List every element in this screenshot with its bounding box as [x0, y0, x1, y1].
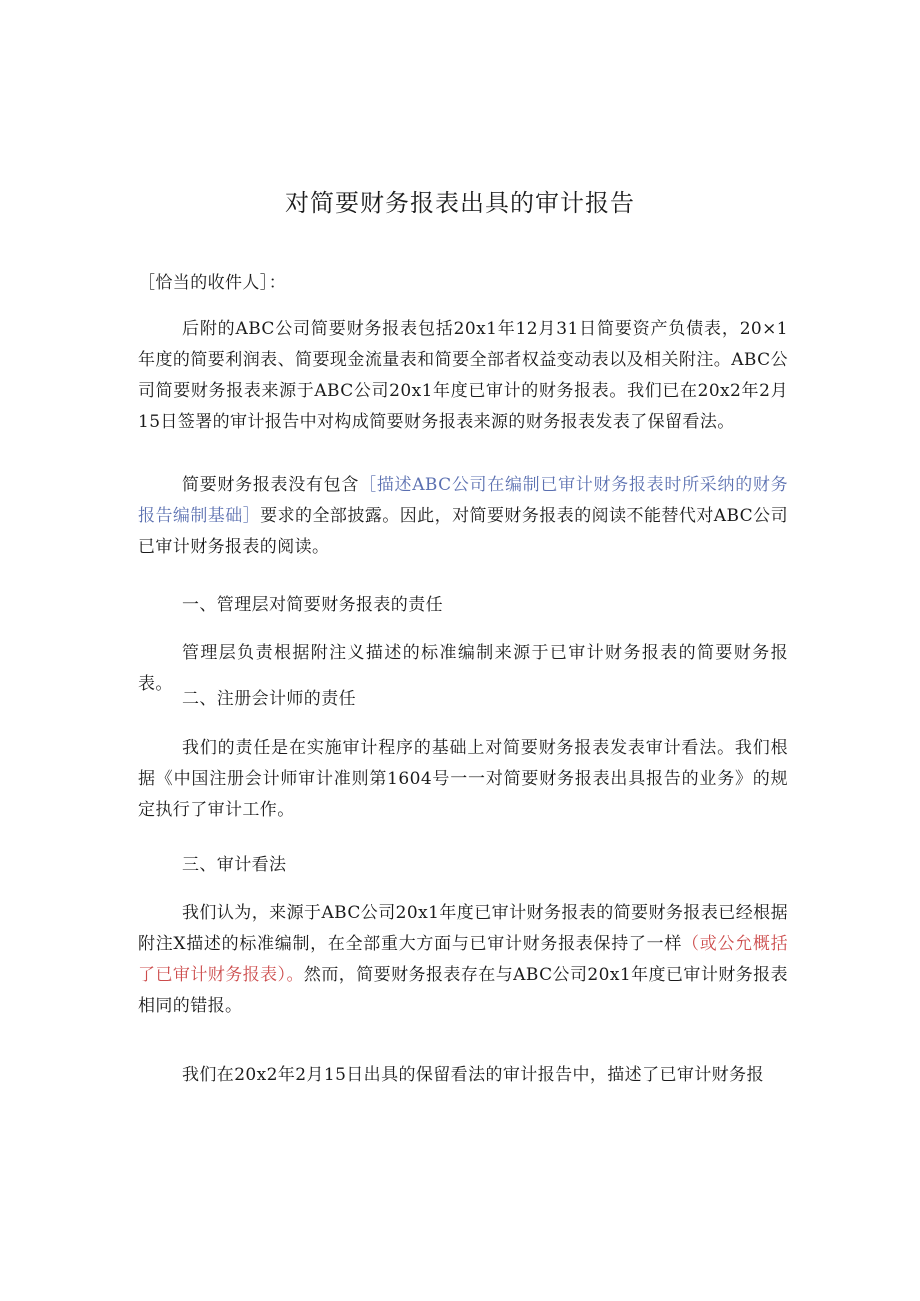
section-3-text [138, 898, 788, 1022]
salutation: ［恰当的收件人］： [138, 273, 287, 293]
section-3-heading: 三、审计看法 [182, 855, 287, 875]
paragraph-disclosure [138, 470, 788, 563]
section-2-heading: 二、注册会计师的责任 [182, 689, 356, 709]
paragraph-intro: 后附的ABC公司简要财务报表包括20x1年12月31日简要资产负债表，20×1年度的简要利润表、简要现金流量表和简要全部者权益变动表以及相关附注。ABC公司简要财务报表来源于ABC公司20x1年度已审计的财务报表。我们已在20x2年2月15日签署的审计报告中对构成简要财务报表来源的财务报表发表了保留看法。 [138, 319, 788, 432]
paragraph-disclosure-start: 简要财务报表没有包含 [182, 475, 360, 495]
section-3-text-start: 我们认为，来源于ABC公司20x1年度已审计财务报表的简要财务报表已经根据附注X描述的标准编制，在全部重大方面与已审计财务报表保持了一样 [138, 903, 788, 954]
document-title: 对简要财务报表出具的审计报告 [285, 189, 635, 217]
section-1-text: 管理层负责根据附注义描述的标准编制来源于已审计财务报表的简要财务报表。 [138, 643, 788, 694]
final-paragraph: 我们在20x2年2月15日出具的保留看法的审计报告中，描述了已审计财务报 [182, 1065, 764, 1085]
section-1-heading: 一、管理层对简要财务报表的责任 [182, 595, 443, 615]
section-2-text: 我们的责任是在实施审计程序的基础上对简要财务报表发表审计看法。我们根据《中国注册会计师审计准则第1604号一一对简要财务报表出具报告的业务》的规定执行了审计工作。 [138, 738, 788, 820]
fair-summary-alternative-note: （或公允概括了已审计财务报表）。 [138, 934, 788, 985]
paragraph-disclosure-end: 要求的全部披露。因此，对简要财务报表的阅读不能替代对ABC公司已审计财务报表的阅读。 [138, 506, 788, 557]
section-3-text-end: 然而，简要财务报表存在与ABC公司20x1年度已审计财务报表相同的错报。 [138, 965, 788, 1016]
framework-placeholder-note: ［描述ABC公司在编制已审计财务报表时所采纳的财务报告编制基础］ [138, 475, 789, 526]
